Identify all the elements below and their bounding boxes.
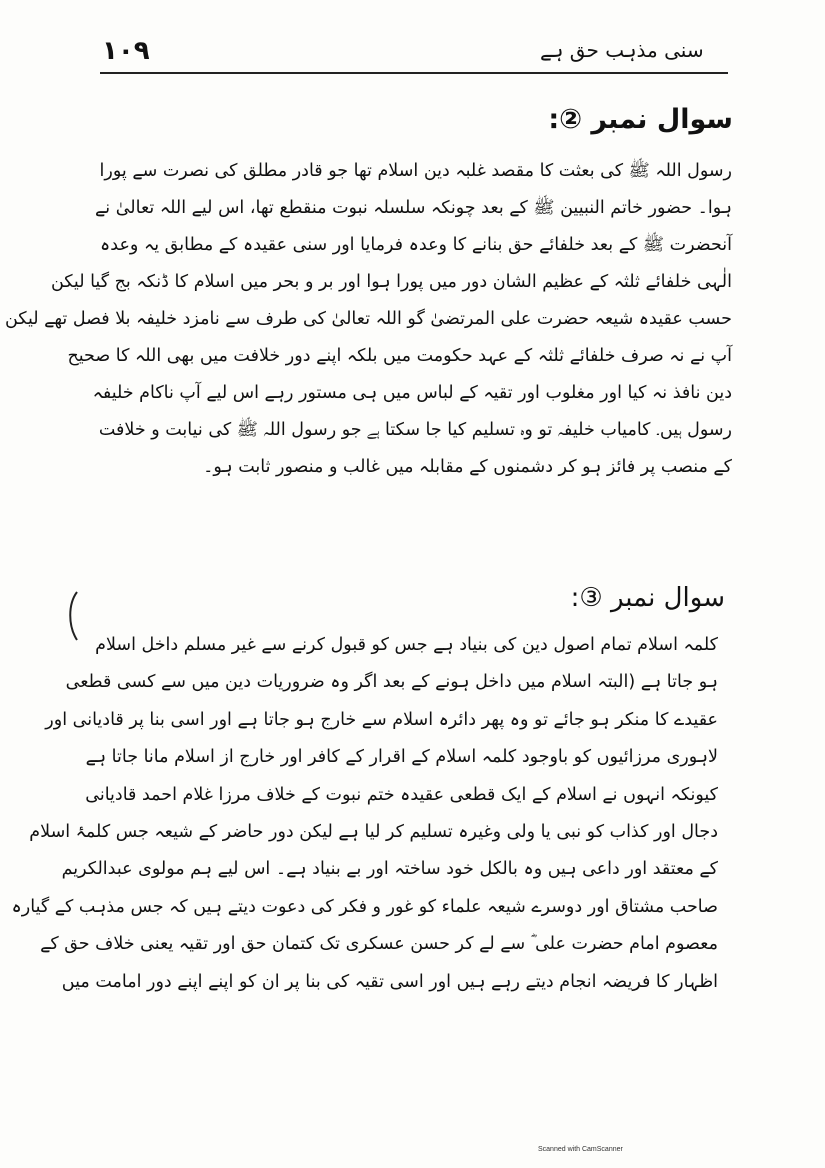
text-line: کے منصب پر فائز ہو کر دشمنوں کے مقابلہ میں غالب و منصور ثابت ہو۔ — [203, 457, 732, 477]
paragraph-question-2 — [4, 153, 732, 486]
text-line: لاہوری مرزائیوں کو باوجود کلمہ اسلام کے اقرار کے کافر اور خارج از اسلام مانا جاتا ہے — [85, 747, 718, 768]
text-line: عقیدے کا منکر ہو جائے تو وہ پھر دائرہ اسلام سے خارج ہو جاتا ہے اور اسی بنا پر قادیانی اور — [45, 709, 718, 730]
text-line: کیونکہ انہوں نے اسلام کے ایک قطعی عقیدہ ختم نبوت کے خلاف مرزا غلام احمد قادیانی — [85, 784, 718, 805]
scanner-footer-note: Scanned with CamScanner — [538, 1146, 623, 1153]
text-line: آنحضرت ﷺ کے بعد خلفائے حق بنانے کا وعدہ فرمایا اور سنی عقیدہ کے مطابق یہ وعدہ — [100, 235, 732, 255]
text-line: کے معتقد اور داعی ہیں وہ بالکل خود ساختہ اور بے بنیاد ہے۔ اس لیے ہم مولوی عبدالکریم — [61, 859, 718, 880]
text-line: رسول اللہ ﷺ کی بعثت کا مقصد غلبہ دین اسلام تھا جو قادر مطلق کی نصرت سے پورا — [99, 161, 732, 181]
text-line: دین نافذ نہ کیا اور مغلوب اور تقیہ کے لباس میں ہی مستور رہے اس لیے آپ ناکام خلیفہ — [92, 383, 732, 403]
page-number: ۱۰۹ — [102, 36, 150, 66]
text-line: رسول ہیں۔ کامیاب خلیفہ تو وہ تسلیم کیا جا سکتا ہے جو رسول اللہ ﷺ کی نیابت و خلافت — [98, 420, 732, 440]
text-line: ہوا۔ حضور خاتم النبیین ﷺ کے بعد چونکہ سلسلہ نبوت منقطع تھا، اس لیے اللہ تعالیٰ نے — [95, 198, 732, 218]
running-header-title: سنی مذہب حق ہے — [540, 38, 704, 62]
section-heading-question-3: سوال نمبر ③: — [570, 583, 725, 613]
section-heading-question-2: سوال نمبر ②: — [548, 104, 733, 135]
text-line: آپ نے نہ صرف خلفائے ثلثہ کے عہد حکومت میں بلکہ اپنے دور خلافت میں بھی اللہ کا صحیح — [67, 346, 732, 366]
text-line: حسب عقیدہ شیعہ حضرت علی المرتضیٰ گو اللہ تعالیٰ کی طرف سے نامزد خلیفہ بلا فصل تھے لیکن — [4, 309, 732, 329]
text-line: الٰہی خلفائے ثلثہ کے عظیم الشان دور میں پورا ہوا اور بر و بحر میں اسلام کا ڈنکہ بج گیا لیکن — [50, 272, 732, 292]
margin-bracket-mark — [66, 590, 80, 642]
text-line: دجال اور کذاب کو نبی یا ولی وغیرہ تسلیم کر لیا ہے لیکن دور حاضر کے شیعہ جس کلمۂ اسلام — [29, 821, 718, 842]
text-line: معصوم امام حضرت علی ؓ سے لے کر حسن عسکری تک کتمان حق اور تقیہ یعنی خلاف حق کے — [40, 934, 718, 955]
text-line: صاحب مشتاق اور دوسرے شیعہ علماء کو غور و فکر کی دعوت دیتے ہیں کہ جس مذہب کے گیارہ — [11, 896, 718, 917]
text-line: اظہار کا فریضہ انجام دیتے رہے ہیں اور اسی تقیہ کی بنا پر ان کو اپنے اپنے دور امامت میں — [61, 971, 718, 992]
paragraph-question-3 — [11, 627, 718, 1001]
text-line: ہو جاتا ہے (البتہ اسلام میں داخل ہونے کے بعد اگر وہ ضروریات دین میں سے کسی قطعی — [65, 672, 718, 693]
text-line: کلمہ اسلام تمام اصول دین کی بنیاد ہے جس کو قبول کرنے سے غیر مسلم داخل اسلام — [95, 635, 718, 655]
header-divider — [100, 72, 728, 74]
